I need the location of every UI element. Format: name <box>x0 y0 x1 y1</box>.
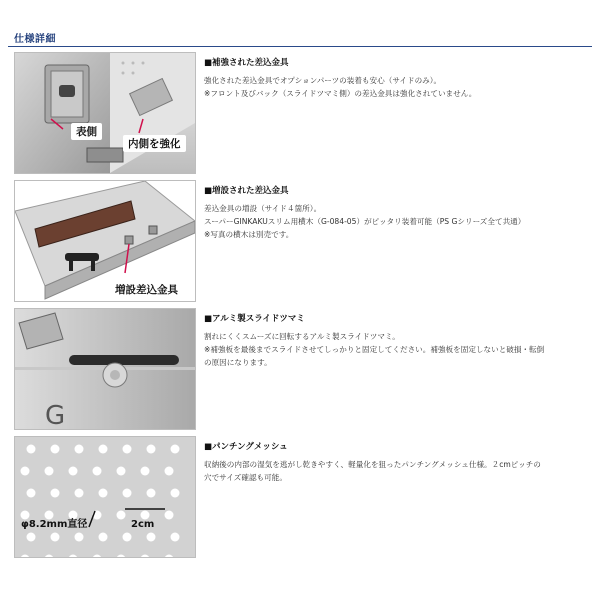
mesh-hole <box>171 445 180 454</box>
mesh-hole <box>21 467 30 476</box>
section-text-line: ※写真の横木は別売です。 <box>204 230 294 239</box>
mesh-hole <box>147 533 156 542</box>
mesh-hole <box>51 489 60 498</box>
mesh-hole <box>75 489 84 498</box>
mesh-hole <box>123 489 132 498</box>
section-text-line: 穴でサイズ確認も可能。 <box>204 473 287 482</box>
callout-pitch: 2cm <box>131 519 155 530</box>
mesh-hole <box>99 445 108 454</box>
added-fitting-photo <box>14 180 196 302</box>
section-text-line: ※補強板を最後までスライドさせてしっかりと固定してください。補強板を固定しないと破損・転倒 <box>204 345 545 354</box>
section-text-line: の原因になります。 <box>204 358 272 367</box>
mesh-hole <box>165 511 174 520</box>
svg-text:G: G <box>45 401 66 429</box>
section-title: ■アルミ製スライドツマミ <box>204 314 305 324</box>
punching-mesh-photo <box>14 436 196 558</box>
section-text-line: 強化された差込金具でオプションパーツの装着も安心（サイドのみ）。 <box>204 76 442 85</box>
mesh-hole <box>147 489 156 498</box>
mesh-hole <box>171 533 180 542</box>
mesh-hole <box>93 467 102 476</box>
mesh-hole <box>123 445 132 454</box>
section-title: ■補強された差込金具 <box>204 58 289 68</box>
section-text-line: ※フロント及びバック（スライドツマミ側）の差込金具は強化されていません。 <box>204 89 477 98</box>
page-header-title: 仕様詳細 <box>14 34 56 45</box>
header-divider <box>8 46 592 47</box>
mesh-hole <box>27 489 36 498</box>
mesh-hole <box>147 445 156 454</box>
mesh-hole <box>141 467 150 476</box>
section-text-line: 収納後の内部の湿気を逃がし乾きやすく、軽量化を狙ったパンチングメッシュ仕様。２cmピッチの <box>204 460 541 469</box>
callout-front-side: 表側 <box>71 123 102 140</box>
callout-hole-diameter: φ8.2mm直径 <box>21 519 88 530</box>
reinforced-fitting-photo <box>14 52 196 174</box>
mesh-hole <box>69 467 78 476</box>
slide-knob-photo <box>14 308 196 430</box>
mesh-hole <box>51 533 60 542</box>
mesh-hole <box>171 489 180 498</box>
mesh-hole <box>75 533 84 542</box>
section-title: ■増設された差込金具 <box>204 186 289 196</box>
section-text-line: 差込金具の増設（サイド４箇所）。 <box>204 204 322 213</box>
mesh-hole <box>117 467 126 476</box>
mesh-hole <box>123 533 132 542</box>
callout-inner-reinforced: 内側を強化 <box>123 135 186 152</box>
mesh-hole <box>27 533 36 542</box>
mesh-hole <box>75 445 84 454</box>
mesh-hole <box>45 467 54 476</box>
section-title: ■パンチングメッシュ <box>204 442 288 452</box>
section-text-line: スーパーGINKAKUスリム用横木（G-084-05）がピッタリ装着可能（PS Gシリーズ全て共通） <box>204 217 526 226</box>
callout-added-fitting: 増設差込金具 <box>110 281 183 298</box>
mesh-hole <box>99 489 108 498</box>
mesh-hole <box>99 533 108 542</box>
section-text-line: 割れにくくスムーズに回転するアルミ製スライドツマミ。 <box>204 332 400 341</box>
mesh-hole <box>117 511 126 520</box>
mesh-hole <box>27 445 36 454</box>
mesh-hole <box>51 445 60 454</box>
mesh-hole <box>165 467 174 476</box>
